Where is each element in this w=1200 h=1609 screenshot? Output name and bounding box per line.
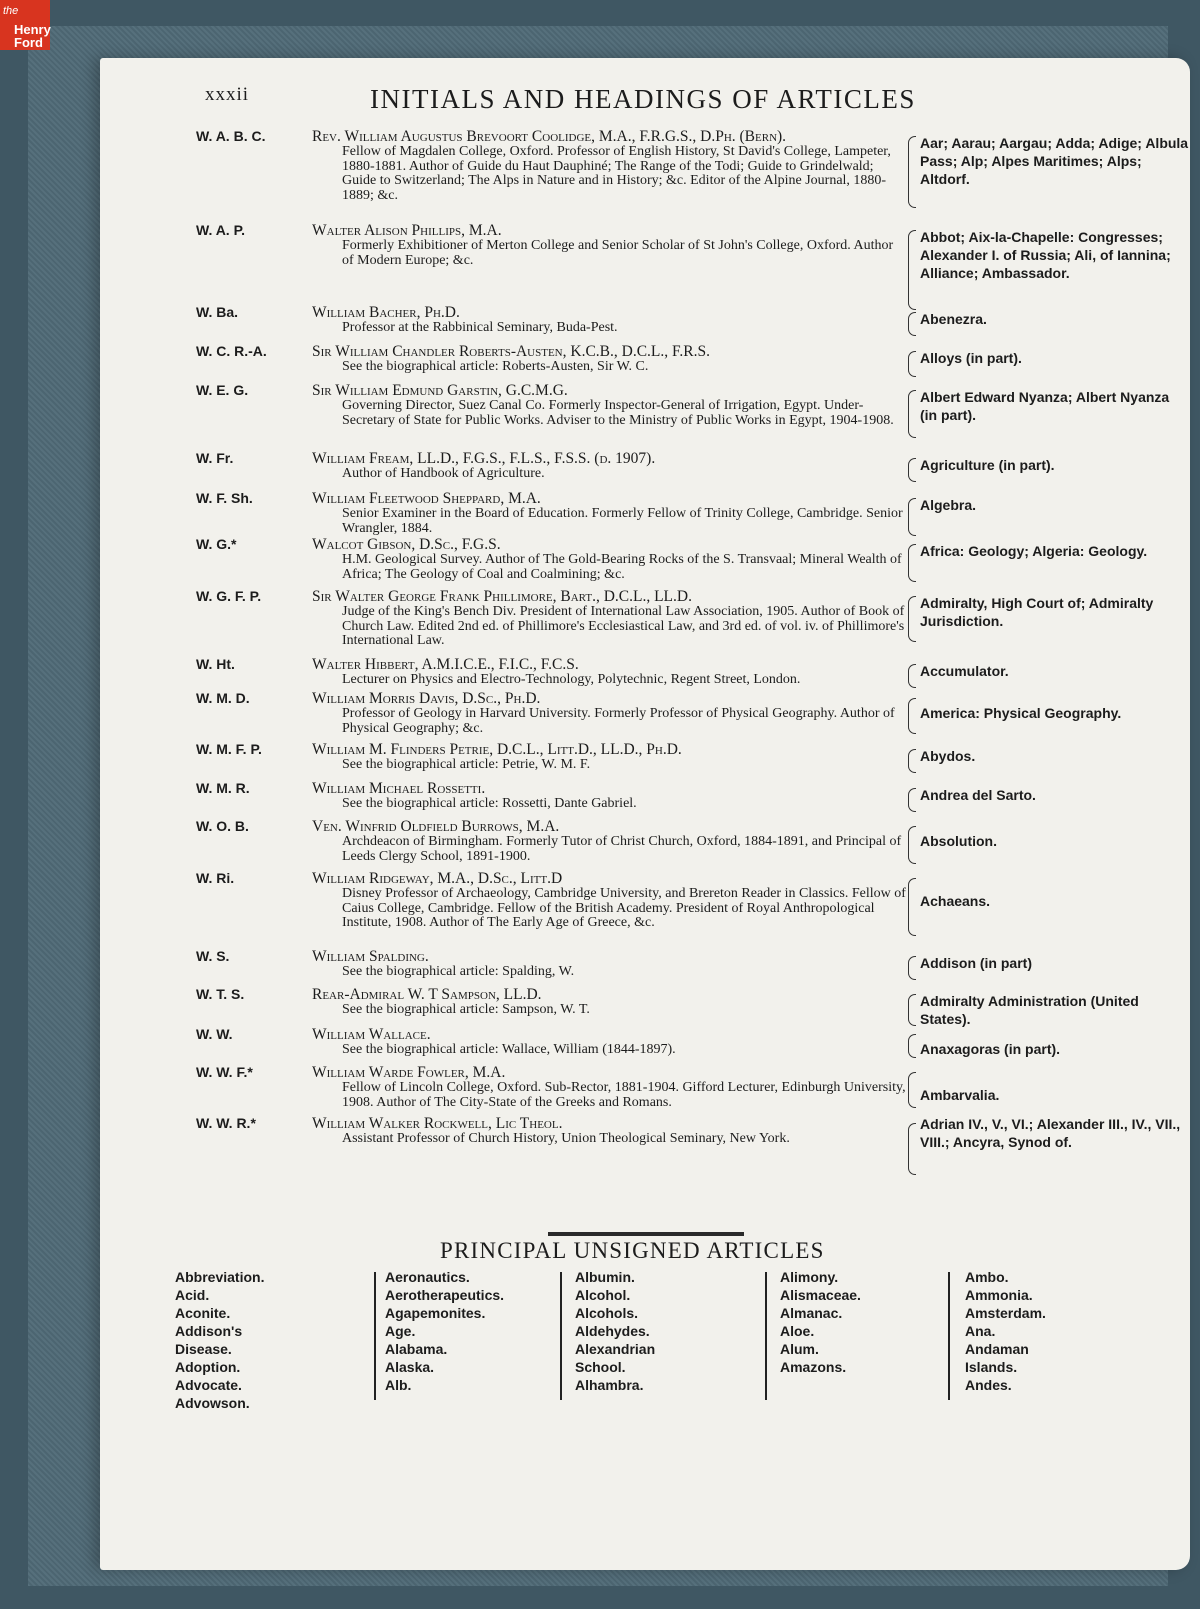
unsigned-column — [575, 1268, 655, 1394]
contributor-description: Formerly Exhibitioner of Merton College and Senior Scholar of St John's College, Oxford. Author of Modern Europe; &c. — [342, 238, 894, 268]
contributor-name: William Fream, LL.D., F.G.S., F.L.S., F.S.S. (d. 1907). — [312, 450, 656, 467]
article-headings: Abbot; Aix-la-Chapelle: Congresses; Alexander I. of Russia; Ali, of Iannina; Alliance; Ambassador. — [920, 229, 1171, 281]
brace — [908, 351, 916, 377]
list-item: Aloe. — [780, 1323, 815, 1339]
entry-initials: W. G. F. P. — [196, 588, 262, 604]
brace — [908, 544, 916, 582]
contributor-name: Ven. Winfrid Oldfield Burrows, M.A. — [312, 818, 560, 835]
list-item: Addison's Disease. — [175, 1323, 243, 1357]
unsigned-column — [385, 1268, 504, 1394]
list-item: Amsterdam. — [965, 1305, 1046, 1321]
contributor-description: Governing Director, Suez Canal Co. Formerly Inspector-General of Irrigation, Egypt. Under-Secretary of State for Public Works. Adviser to the Ministry of Public Works in Egypt, 1904-1908. — [342, 398, 894, 428]
list-item: Alcohol. — [575, 1287, 631, 1303]
entry-initials: W. Ri. — [196, 870, 235, 886]
brace — [908, 1072, 916, 1108]
article-headings: Achaeans. — [920, 893, 991, 909]
unsigned-articles-title: PRINCIPAL UNSIGNED ARTICLES — [440, 1238, 825, 1263]
contributor-name: Sir Walter George Frank Phillimore, Bart., D.C.L., LL.D. — [312, 588, 692, 605]
entry-initials: W. S. — [196, 948, 230, 964]
list-item: Alexandrian School. — [575, 1341, 656, 1375]
article-headings: Admiralty, High Court of; Admiralty Jurisdiction. — [920, 595, 1154, 629]
entry-initials: W. T. S. — [196, 986, 245, 1002]
article-headings: Addison (in part) — [920, 955, 1032, 971]
page-title: INITIALS AND HEADINGS OF ARTICLES — [370, 84, 916, 114]
henry-ford-logo[interactable] — [0, 0, 50, 50]
article-headings: Accumulator. — [920, 663, 1009, 679]
article-headings: Ambarvalia. — [920, 1087, 1000, 1103]
list-item: Alum. — [780, 1341, 819, 1357]
contributor-description: See the biographical article: Petrie, W. M. F. — [342, 757, 591, 772]
article-headings: Andrea del Sarto. — [920, 787, 1036, 803]
contributor-name: William Morris Davis, D.Sc., Ph.D. — [312, 690, 541, 707]
brace — [908, 1034, 916, 1058]
list-item: Alimony. — [780, 1269, 839, 1285]
list-item: Alcohols. — [575, 1305, 639, 1321]
list-item: Aldehydes. — [575, 1323, 650, 1339]
entry-initials: W. M. F. P. — [196, 741, 262, 757]
contributor-name: William Wallace. — [312, 1026, 431, 1043]
contributor-description: Author of Handbook of Agriculture. — [342, 466, 545, 481]
brace — [908, 788, 916, 812]
contributor-description: Disney Professor of Archaeology, Cambridge University, and Brereton Reader in Classics. Fellow of Caius College, Cambridge. Fellow of the British Academy. President of Royal Anthropological Institute, 1908. Author of The Early Age of Greece, &c. — [342, 886, 906, 930]
contributor-description: See the biographical article: Sampson, W. T. — [342, 1002, 590, 1017]
contributor-description: Professor of Geology in Harvard University. Formerly Professor of Physical Geography. Author of Physical Geography; &c. — [342, 706, 895, 736]
list-item: Ammonia. — [965, 1287, 1033, 1303]
entry-initials: W. F. Sh. — [196, 490, 253, 506]
list-item: Alaska. — [385, 1359, 435, 1375]
contributor-description: Archdeacon of Birmingham. Formerly Tutor of Christ Church, Oxford, 1884-1891, and Principal of Leeds Clergy School, 1891-1900. — [342, 834, 902, 864]
entry-initials: W. G.* — [196, 536, 237, 552]
entry-initials: W. W. — [196, 1026, 233, 1042]
contributor-name: Rear-Admiral W. T Sampson, LL.D. — [312, 986, 542, 1003]
entry-initials: W. O. B. — [196, 818, 249, 834]
contributor-description: See the biographical article: Roberts-Austen, Sir W. C. — [342, 359, 649, 374]
contributor-description: Assistant Professor of Church History, Union Theological Seminary, New York. — [342, 1131, 790, 1146]
article-headings: America: Physical Geography. — [920, 705, 1122, 721]
brace — [908, 136, 916, 208]
brace — [908, 698, 916, 734]
contributor-description: Judge of the King's Bench Div. President of International Law Association, 1905. Author of Book of Church Law. Edited 2nd ed. of Phillimore's Ecclesiastical Law, and 3rd ed. of vol. iv. of Phillimore's International Law. — [342, 604, 905, 648]
article-headings: Abenezra. — [920, 311, 987, 327]
list-item: Advocate. — [175, 1377, 242, 1393]
brace — [908, 458, 916, 482]
contributor-description: Fellow of Lincoln College, Oxford. Sub-Rector, 1881-1904. Gifford Lecturer, Edinburgh University, 1908. Author of The City-State of the Greeks and Romans. — [342, 1080, 906, 1110]
brace — [908, 312, 916, 336]
contributor-name: William Fleetwood Sheppard, M.A. — [312, 490, 541, 507]
book-page — [100, 58, 1190, 1570]
contributor-description: Lecturer on Physics and Electro-Technology, Polytechnic, Regent Street, London. — [342, 672, 801, 687]
list-item: Abbreviation. — [175, 1269, 265, 1285]
contributor-name: William Warde Fowler, M.A. — [312, 1064, 506, 1081]
brace — [908, 230, 916, 310]
unsigned-column — [780, 1268, 861, 1376]
contributor-name: Rev. William Augustus Brevoort Coolidge, M.A., F.R.G.S., D.Ph. (Bern). — [312, 128, 787, 145]
column-divider — [560, 1272, 562, 1400]
column-divider — [765, 1272, 767, 1400]
unsigned-column — [175, 1268, 264, 1412]
list-item: Ana. — [965, 1323, 996, 1339]
list-item: Alabama. — [385, 1341, 448, 1357]
list-item: Acid. — [175, 1287, 210, 1303]
entry-initials: W. E. G. — [196, 382, 249, 398]
column-divider — [948, 1272, 950, 1400]
brace — [908, 498, 916, 536]
entry-initials: W. Fr. — [196, 450, 234, 466]
contributor-description: Professor at the Rabbinical Seminary, Buda-Pest. — [342, 320, 618, 335]
article-headings: Africa: Geology; Algeria: Geology. — [920, 543, 1148, 559]
entry-initials: W. Ht. — [196, 656, 235, 672]
list-item: Albumin. — [575, 1269, 635, 1285]
contributor-name: William Michael Rossetti. — [312, 780, 486, 797]
logo-line: Ford — [14, 35, 43, 50]
contributor-name: Walter Hibbert, A.M.I.C.E., F.I.C., F.C.S. — [312, 656, 579, 673]
contributor-name: William Ridgeway, M.A., D.Sc., Litt.D — [312, 870, 563, 887]
article-headings: Albert Edward Nyanza; Albert Nyanza (in part). — [920, 389, 1170, 423]
list-item: Andaman Islands. — [965, 1341, 1029, 1375]
section-divider — [548, 1232, 744, 1236]
entry-initials: W. C. R.-A. — [196, 343, 267, 359]
entry-initials: W. A. B. C. — [196, 128, 266, 144]
entry-initials: W. A. P. — [196, 222, 246, 238]
article-headings: Agriculture (in part). — [920, 457, 1055, 473]
contributor-name: William Walker Rockwell, Lic Theol. — [312, 1115, 563, 1132]
article-headings: Anaxagoras (in part). — [920, 1041, 1061, 1057]
brace — [908, 956, 916, 980]
contributor-description: See the biographical article: Spalding, W. — [342, 964, 575, 979]
contributor-name: Sir William Chandler Roberts-Austen, K.C.B., D.C.L., F.R.S. — [312, 343, 710, 360]
contributor-description: Fellow of Magdalen College, Oxford. Professor of English History, St David's College, Lampeter, 1880-1881. Author of Guide du Haut Dauphiné; The Range of the Todi; Guide to Grindelwald; Guide to Switzerland; The Alps in Nature and in History; &c. Editor of the Alpine Journal, 1880-1889; &c. — [342, 144, 891, 203]
contributor-description: H.M. Geological Survey. Author of The Gold-Bearing Rocks of the S. Transvaal; Mineral Wealth of Africa; The Geology of Coal and Coalmining; &c. — [342, 552, 902, 582]
entry-initials: W. W. F.* — [196, 1064, 253, 1080]
contributor-description: See the biographical article: Rossetti, Dante Gabriel. — [342, 796, 637, 811]
brace — [908, 664, 916, 688]
entry-initials: W. Ba. — [196, 304, 239, 320]
article-headings: Absolution. — [920, 833, 997, 849]
contributor-name: Sir William Edmund Garstin, G.C.M.G. — [312, 382, 568, 399]
brace — [908, 1123, 916, 1175]
list-item: Amazons. — [780, 1359, 847, 1375]
list-item: Alhambra. — [575, 1377, 644, 1393]
article-headings: Abydos. — [920, 748, 976, 764]
brace — [908, 596, 916, 642]
contributor-name: William M. Flinders Petrie, D.C.L., Litt.D., LL.D., Ph.D. — [312, 741, 682, 758]
brace — [908, 994, 916, 1026]
brace — [908, 826, 916, 864]
article-headings: Alloys (in part). — [920, 350, 1022, 366]
logo-line: Henry — [14, 22, 51, 37]
list-item: Andes. — [965, 1377, 1012, 1393]
contributor-description: See the biographical article: Wallace, William (1844-1897). — [342, 1042, 676, 1057]
article-headings: Adrian IV., V., VI.; Alexander III., IV., VII., VIII.; Ancyra, Synod of. — [920, 1116, 1181, 1150]
list-item: Alb. — [385, 1377, 412, 1393]
list-item: Aerotherapeutics. — [385, 1287, 505, 1303]
entry-initials: W. W. R.* — [196, 1115, 256, 1131]
list-item: Age. — [385, 1323, 416, 1339]
contributor-name: Walter Alison Phillips, M.A. — [312, 222, 502, 239]
column-divider — [374, 1272, 376, 1400]
list-item: Adoption. — [175, 1359, 241, 1375]
list-item: Advowson. — [175, 1395, 250, 1411]
list-item: Alismaceae. — [780, 1287, 861, 1303]
list-item: Agapemonites. — [385, 1305, 486, 1321]
contributor-name: William Bacher, Ph.D. — [312, 304, 460, 321]
list-item: Aeronautics. — [385, 1269, 470, 1285]
list-item: Aconite. — [175, 1305, 231, 1321]
contributor-description: Senior Examiner in the Board of Education. Formerly Fellow of Trinity College, Cambridge. Senior Wrangler, 1884. — [342, 506, 903, 536]
page-number: xxxii — [205, 84, 250, 105]
brace — [908, 878, 916, 936]
article-headings: Admiralty Administration (United States). — [920, 993, 1139, 1027]
list-item: Ambo. — [965, 1269, 1009, 1285]
entry-initials: W. M. R. — [196, 780, 250, 796]
list-item: Almanac. — [780, 1305, 843, 1321]
article-headings: Algebra. — [920, 497, 977, 513]
contributor-name: Walcot Gibson, D.Sc., F.G.S. — [312, 536, 501, 553]
contributor-name: William Spalding. — [312, 948, 429, 965]
article-headings: Aar; Aarau; Aargau; Adda; Adige; Albula Pass; Alp; Alpes Maritimes; Alps; Altdorf. — [920, 135, 1189, 187]
unsigned-column — [965, 1268, 1046, 1394]
entry-initials: W. M. D. — [196, 690, 250, 706]
brace — [908, 390, 916, 438]
logo-line: the — [3, 5, 19, 17]
brace — [908, 749, 916, 773]
